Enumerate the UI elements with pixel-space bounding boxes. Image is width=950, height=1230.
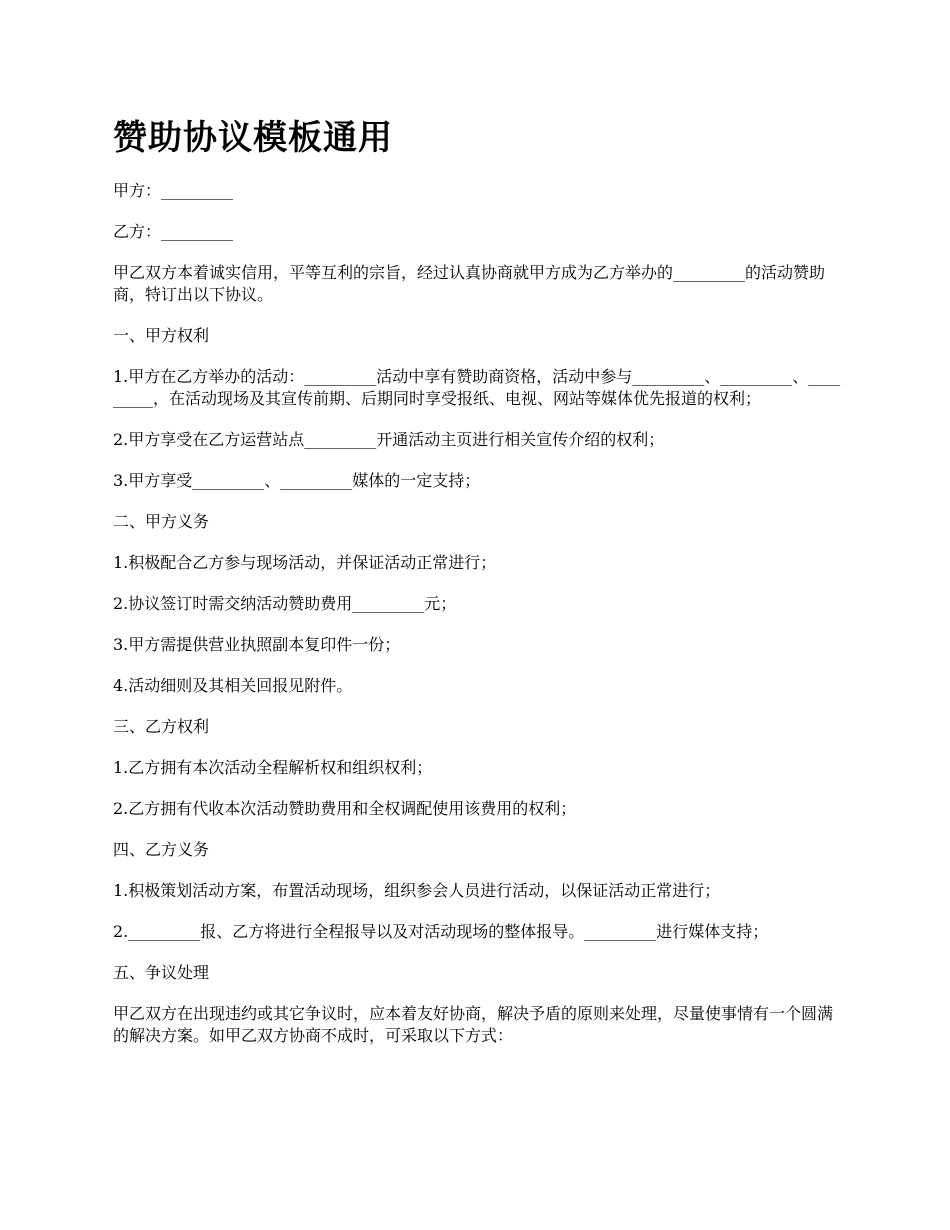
document-page bbox=[113, 112, 843, 1066]
clause-paragraph: 1.积极策划活动方案，布置活动现场，组织参会人员进行活动，以保证活动正常进行； bbox=[113, 881, 721, 900]
party-b-line: 乙方：_________ bbox=[113, 222, 234, 241]
section-heading-dispute-resolution: 五、争议处理 bbox=[113, 963, 210, 982]
clause-paragraph: 1.乙方拥有本次活动全程解析权和组织权利； bbox=[113, 758, 433, 777]
party-a-line: 甲方：_________ bbox=[113, 181, 234, 200]
clause-paragraph: 2.协议签订时需交纳活动赞助费用_________元； bbox=[113, 594, 457, 613]
section-heading-party-b-rights: 三、乙方权利 bbox=[113, 717, 210, 736]
document-title: 赞助协议模板通用 bbox=[113, 118, 393, 158]
clause-paragraph: 1.甲方在乙方举办的活动：_________活动中享有赞助商资格，活动中参与_________、_________、_________，在活动现场及其宣传前期、后期同时享受报纸、电视、网站等媒体优先报道的权利； bbox=[113, 367, 841, 408]
section-heading-party-a-obligations: 二、甲方义务 bbox=[113, 512, 210, 531]
section-heading-party-b-obligations: 四、乙方义务 bbox=[113, 840, 210, 859]
clause-paragraph: 4.活动细则及其相关回报见附件。 bbox=[113, 676, 353, 695]
clause-paragraph: 3.甲方享受_________、_________媒体的一定支持； bbox=[113, 471, 481, 490]
clause-paragraph: 2._________报、乙方将进行全程报导以及对活动现场的整体报导。_________进行媒体支持； bbox=[113, 922, 769, 941]
clause-paragraph: 2.乙方拥有代收本次活动赞助费用和全权调配使用该费用的权利； bbox=[113, 799, 577, 818]
clause-paragraph: 甲乙双方在出现违约或其它争议时，应本着友好协商，解决予盾的原则来处理，尽量使事情有一个圆满的解决方案。如甲乙双方协商不成时，可采取以下方式： bbox=[113, 1004, 834, 1045]
clause-paragraph: 1.积极配合乙方参与现场活动，并保证活动正常进行； bbox=[113, 553, 497, 572]
clause-paragraph: 2.甲方享受在乙方运营站点_________开通活动主页进行相关宣传介绍的权利； bbox=[113, 430, 665, 449]
section-heading-party-a-rights: 一、甲方权利 bbox=[113, 326, 210, 345]
preamble-paragraph: 甲乙双方本着诚实信用，平等互利的宗旨，经过认真协商就甲方成为乙方举办的_________的活动赞助商，特订出以下协议。 bbox=[113, 263, 826, 304]
clause-paragraph: 3.甲方需提供营业执照副本复印件一份； bbox=[113, 635, 401, 654]
